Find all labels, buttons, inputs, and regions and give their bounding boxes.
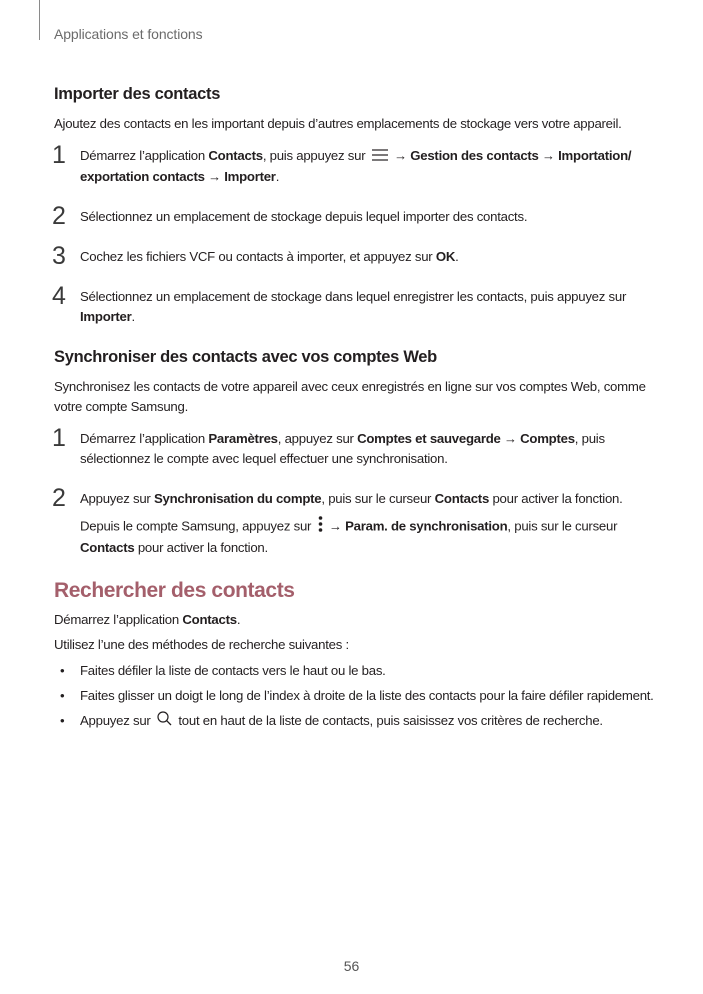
step-text: Cochez les fichiers VCF ou contacts à importer, et appuyez sur OK. xyxy=(80,248,459,264)
step-note: Depuis le compte Samsung, appuyez sur → Param. de synchronisation, puis sur le curseur Contacts pour activer la fonction. xyxy=(80,516,654,558)
search-icon xyxy=(157,711,172,732)
import-section xyxy=(54,84,654,327)
search-line-2: Utilisez l’une des méthodes de recherche suivantes : xyxy=(54,636,349,652)
step-2 xyxy=(52,201,654,230)
page-number: 56 xyxy=(343,958,360,974)
section-title-import: Importer des contacts xyxy=(54,85,221,103)
step-number: 2 xyxy=(52,201,66,230)
step-number: 3 xyxy=(52,241,66,270)
bullet: • xyxy=(60,687,65,703)
step-2 xyxy=(52,483,654,558)
list-item: • Faites glisser un doigt le long de l’index à droite de la liste des contacts pour la faire défiler rapidement. xyxy=(54,686,654,706)
more-options-icon xyxy=(318,516,323,538)
step-1 xyxy=(52,423,654,469)
bullet: • xyxy=(60,712,65,728)
section-intro: Synchronisez les contacts de votre appareil avec ceux enregistrés en ligne sur vos comptes Web, comme votre compte Samsung. xyxy=(54,378,646,414)
header-rule xyxy=(39,0,40,40)
search-methods-list xyxy=(54,661,654,732)
step-text: Sélectionnez un emplacement de stockage dans lequel enregistrer les contacts, puis appuyez sur Importer. xyxy=(80,288,627,324)
step-number: 2 xyxy=(52,483,66,512)
step-text: Démarrez l’application Contacts, puis appuyez sur → Gestion des contacts → Importation/ exportation contacts → Importer. xyxy=(80,148,632,184)
section-title-search: Rechercher des contacts xyxy=(54,578,295,602)
step-number: 1 xyxy=(52,423,66,452)
page-content xyxy=(54,84,654,737)
search-line-1: Démarrez l’application Contacts. xyxy=(54,611,241,627)
step-3 xyxy=(52,241,654,270)
step-number: 4 xyxy=(52,281,66,310)
sync-section xyxy=(54,347,654,558)
section-title-sync: Synchroniser des contacts avec vos comptes Web xyxy=(54,347,437,366)
step-4 xyxy=(52,281,654,327)
step-text: Sélectionnez un emplacement de stockage depuis lequel importer des contacts. xyxy=(80,208,528,224)
step-number: 1 xyxy=(52,141,66,169)
section-intro: Ajoutez des contacts en les important depuis d’autres emplacements de stockage vers votre appareil. xyxy=(54,116,622,131)
step-text: Appuyez sur Synchronisation du compte, puis sur le curseur Contacts pour activer la fonction. xyxy=(80,490,623,506)
running-title: Applications et fonctions xyxy=(54,26,203,42)
list-item: • Appuyez sur tout en haut de la liste de contacts, puis saisissez vos critères de recherche. xyxy=(54,711,654,732)
menu-icon xyxy=(372,147,388,167)
step-text: Démarrez l’application Paramètres, appuyez sur Comptes et sauvegarde → Comptes, puis sélectionnez le compte avec lequel effectuer une synchronisation. xyxy=(80,430,605,466)
list-item: • Faites défiler la liste de contacts vers le haut ou le bas. xyxy=(54,661,654,681)
search-section xyxy=(54,578,654,732)
bullet: • xyxy=(60,662,65,678)
step-1 xyxy=(52,141,654,187)
